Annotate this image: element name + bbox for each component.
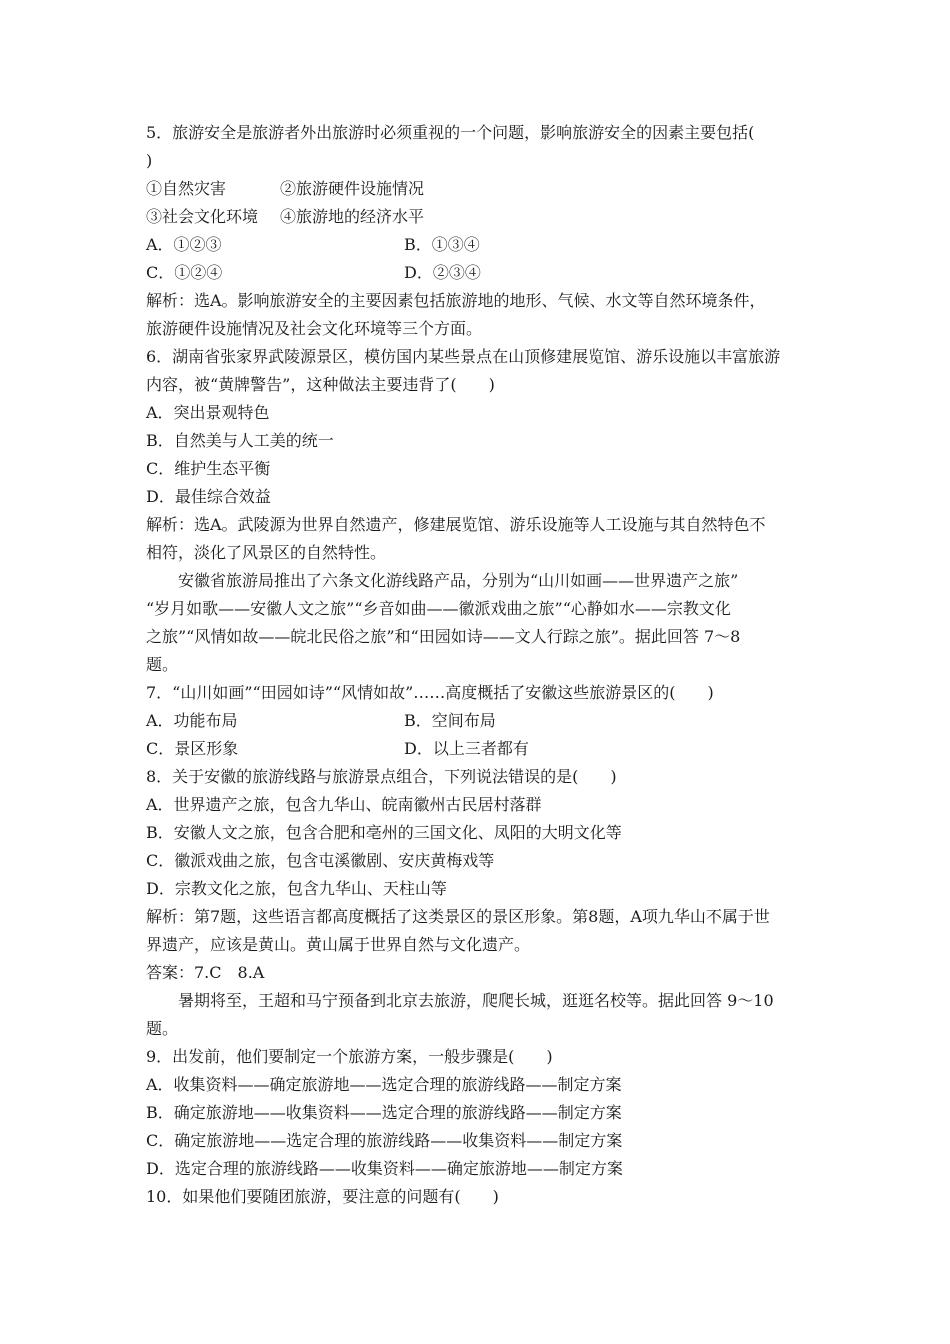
q5-item-4: ④旅游地的经济水平	[280, 207, 425, 226]
q8-option-a: A．世界遗产之旅，包含九华山、皖南徽州古民居村落群	[146, 795, 542, 814]
question-10-stem: 10．如果他们要随团旅游，要注意的问题有( )	[146, 1187, 499, 1206]
question-6-stem-cont: 内容，被“黄牌警告”，这种做法主要违背了( )	[146, 375, 495, 394]
passage-7-8-line-3: 之旅”“风情如故——皖北民俗之旅”和“田园如诗——文人行踪之旅”。据此回答 7～8	[146, 627, 741, 646]
q8-option-b: B．安徽人文之旅，包含合肥和亳州的三国文化、凤阳的大明文化等	[146, 823, 622, 842]
q5-analysis-1: 解析：选A。影响旅游安全的主要因素包括旅游地的地形、气候、水文等自然环境条件，	[146, 291, 766, 310]
q6-option-a: A．突出景观特色	[146, 403, 270, 422]
q5-item-3: ③社会文化环境	[146, 207, 259, 226]
question-8-stem: 8．关于安徽的旅游线路与旅游景点组合，下列说法错误的是( )	[146, 767, 617, 786]
q9-option-a: A．收集资料——确定旅游地——选定合理的旅游线路——制定方案	[146, 1075, 622, 1094]
q5-items-row-2	[146, 207, 425, 227]
q5-option-c: C．①②④	[146, 263, 223, 282]
q6-analysis-1: 解析：选A。武陵源为世界自然遗产，修建展览馆、游乐设施等人工设施与其自然特色不	[146, 515, 766, 534]
q7-8-analysis-2: 界遗产，应该是黄山。黄山属于世界自然与文化遗产。	[146, 935, 531, 954]
q7-options-row-2	[146, 739, 529, 759]
passage-7-8-line-4: 题。	[146, 655, 179, 674]
q5-items-row-1	[146, 179, 425, 199]
q6-option-b: B．自然美与人工美的统一	[146, 431, 334, 450]
q6-option-d: D．最佳综合效益	[146, 487, 271, 506]
question-7-stem: 7．“山川如画”“田园如诗”“风情如故”……高度概括了安徽这些旅游景区的( )	[146, 683, 714, 702]
passage-7-8-line-1: 安徽省旅游局推出了六条文化游线路产品，分别为“山川如画——世界遗产之旅”	[178, 571, 739, 590]
q8-option-d: D．宗教文化之旅，包含九华山、天柱山等	[146, 879, 447, 898]
q7-8-analysis-1: 解析：第7题，这些语言都高度概括了这类景区的景区形象。第8题，A项九华山不属于世	[146, 907, 770, 926]
passage-7-8-line-2: “岁月如歌——安徽人文之旅”“乡音如曲——徽派戏曲之旅”“心静如水——宗教文化	[146, 599, 731, 618]
q7-8-answer: 答案：7.C 8.A	[146, 963, 265, 982]
q7-option-c: C．景区形象	[146, 739, 239, 758]
q5-option-a: A．①②③	[146, 235, 222, 254]
q7-option-a: A．功能布局	[146, 711, 238, 730]
q9-option-c: C．确定旅游地——选定合理的旅游线路——收集资料——制定方案	[146, 1131, 623, 1150]
q7-options-row-1	[146, 711, 496, 731]
q5-option-d: D．②③④	[404, 263, 481, 282]
q5-item-1: ①自然灾害	[146, 179, 227, 198]
q5-item-2: ②旅游硬件设施情况	[280, 179, 425, 198]
passage-9-10-line-1: 暑期将至，王超和马宁预备到北京去旅游，爬爬长城，逛逛名校等。据此回答 9～10	[178, 991, 774, 1010]
q7-option-b: B．空间布局	[404, 711, 496, 730]
q8-option-c: C．徽派戏曲之旅，包含屯溪徽剧、安庆黄梅戏等	[146, 851, 495, 870]
q6-option-c: C．维护生态平衡	[146, 459, 271, 478]
q5-option-b: B．①③④	[404, 235, 480, 254]
q7-option-d: D．以上三者都有	[404, 739, 529, 758]
question-5-stem: 5．旅游安全是旅游者外出旅游时必须重视的一个问题，影响旅游安全的因素主要包括(	[146, 123, 755, 142]
q9-option-d: D．选定合理的旅游线路——收集资料——确定旅游地——制定方案	[146, 1159, 623, 1178]
q6-analysis-2: 相符，淡化了风景区的自然特性。	[146, 543, 387, 562]
q5-options-row-1	[146, 235, 480, 255]
q9-option-b: B．确定旅游地——收集资料——选定合理的旅游线路——制定方案	[146, 1103, 622, 1122]
question-6-stem: 6．湖南省张家界武陵源景区，模仿国内某些景点在山顶修建展览馆、游乐设施以丰富旅游	[146, 347, 781, 366]
question-9-stem: 9．出发前，他们要制定一个旅游方案，一般步骤是( )	[146, 1047, 553, 1066]
passage-9-10-line-2: 题。	[146, 1019, 179, 1038]
q5-options-row-2	[146, 263, 481, 283]
question-5-stem-cont: )	[146, 151, 153, 170]
q5-analysis-2: 旅游硬件设施情况及社会文化环境等三个方面。	[146, 319, 483, 338]
